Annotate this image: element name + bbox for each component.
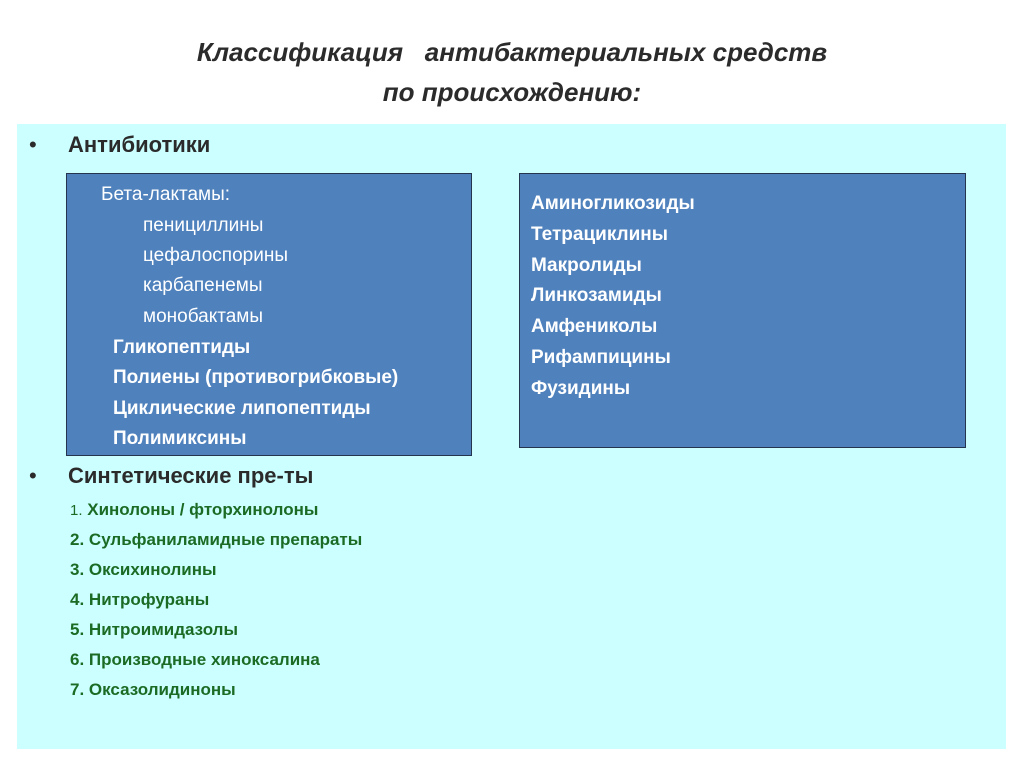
- list-item: Гликопептиды: [113, 337, 251, 358]
- list-item-label: Производные хиноксалина: [88, 650, 320, 669]
- list-item-number: 2.: [70, 530, 85, 549]
- bullet-synthetic: [29, 462, 314, 490]
- list-item-number: 6.: [70, 650, 85, 669]
- list-item: Рифампицины: [531, 347, 671, 368]
- antibiotics-left-box: [66, 173, 472, 456]
- list-item: [70, 498, 362, 528]
- bullet-dot-icon: •: [29, 132, 37, 157]
- list-item: Амфениколы: [531, 316, 658, 337]
- subitem: пенициллины: [143, 215, 264, 236]
- list-item-label: Нитрофураны: [88, 590, 210, 609]
- page-title: [0, 32, 1024, 112]
- list-item: Полиены (противогрибковые): [113, 367, 399, 388]
- list-item: [70, 558, 362, 588]
- list-item: Линкозамиды: [531, 285, 662, 306]
- antibiotics-right-box: [519, 173, 966, 448]
- list-item: [70, 618, 362, 648]
- bullet-dot-icon: •: [29, 463, 37, 488]
- list-item: [70, 648, 362, 678]
- list-item: Тетрациклины: [531, 224, 669, 245]
- subitem: цефалоспорины: [143, 245, 288, 266]
- list-item: [70, 588, 362, 618]
- list-item-number: 7.: [70, 680, 85, 699]
- synthetic-heading: Синтетические пре-ты: [68, 463, 314, 488]
- list-item-label: Нитроимидазолы: [88, 620, 238, 639]
- title-line-2: по происхождению:: [382, 77, 642, 107]
- list-item: Циклические липопептиды: [113, 398, 371, 419]
- list-item: Макролиды: [531, 255, 642, 276]
- list-item-number: 3.: [70, 560, 85, 579]
- subitem: карбапенемы: [143, 275, 263, 296]
- list-item: [70, 528, 362, 558]
- subitem: монобактамы: [143, 306, 264, 327]
- list-item-label: Сульфаниламидные препараты: [88, 530, 363, 549]
- title-line-1: Классификация антибактериальных средств: [196, 37, 828, 67]
- list-item-number: 5.: [70, 620, 85, 639]
- list-item: Фузидины: [531, 378, 631, 399]
- list-item-number: 1.: [70, 502, 83, 519]
- list-item-label: Хинолоны / фторхинолоны: [87, 500, 319, 519]
- bullet-antibiotics: [29, 131, 211, 159]
- list-item: Полимиксины: [113, 428, 247, 449]
- synthetic-list: [70, 498, 362, 708]
- list-item: [70, 678, 362, 708]
- list-item: Аминогликозиды: [531, 193, 695, 214]
- list-item-number: 4.: [70, 590, 85, 609]
- group-heading-beta-lactams: Бета-лактамы:: [101, 184, 231, 205]
- antibiotics-heading: Антибиотики: [68, 132, 211, 157]
- list-item-label: Оксихинолины: [88, 560, 217, 579]
- list-item-label: Оксазолидиноны: [88, 680, 236, 699]
